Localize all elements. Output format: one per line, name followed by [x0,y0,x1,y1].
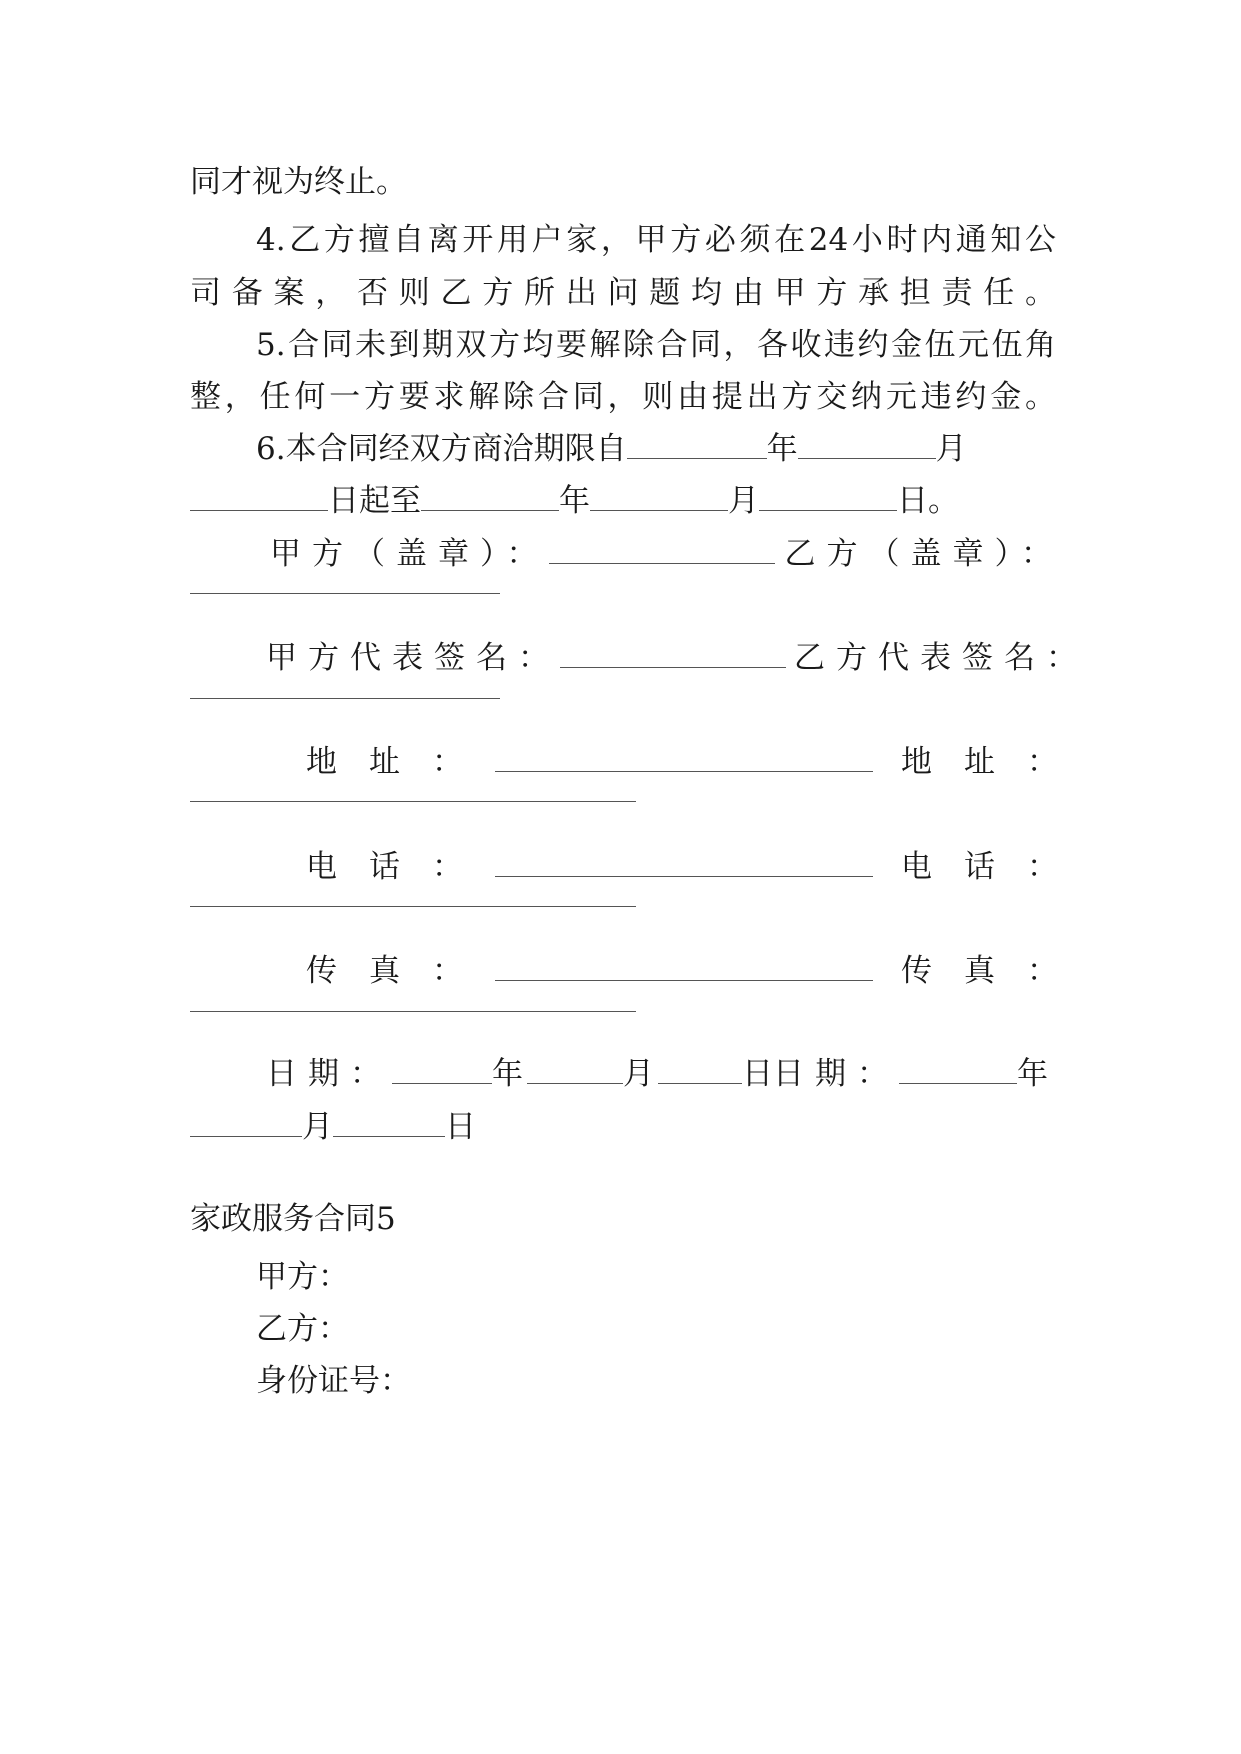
fax-label-a: 传真： [306,953,495,989]
party-b-rep-label: 乙方代表签名： [794,640,1088,676]
rep-line [266,636,1088,680]
start-year-blank [627,432,767,459]
fax-line [306,949,1090,993]
address-b-blank [190,801,636,802]
fax-a-blank [495,954,873,981]
date-a-year-blank [392,1057,492,1084]
date-a-month: 月 [623,1056,654,1092]
date-b-month-blank [190,1110,302,1137]
start-month-blank [798,432,936,459]
start-day-blank [190,484,328,511]
party-b-rep-blank [190,698,500,699]
clause-6-line-1 [190,427,1056,471]
party-a-seal-blank [549,537,775,564]
clause-6-lead: 6.本合同经双方商洽期限自 [256,431,627,467]
address-label-b: 地址： [901,744,1090,780]
party-a-seal-label: 甲方（盖章）： [270,536,549,572]
party-a-rep-label: 甲方代表签名： [266,640,560,676]
clause-6-day-from: 日起至 [328,483,421,519]
clause-4-line-2: 司备案，否则乙方所出问题均由甲方承担责任。 [190,275,1056,311]
date-b-year-blank [899,1057,1017,1084]
end-day-blank [759,484,897,511]
phone-a-blank [495,850,873,877]
date-b-day-blank [333,1110,445,1137]
clause-4-line-1: 4.乙方擅自离开用户家，甲方必须在24小时内通知公 [256,222,1056,258]
address-label-a: 地址： [306,744,495,780]
clause-6-month-2: 月 [728,483,759,519]
phone-label-b: 电话： [901,849,1090,885]
address-line [306,740,1090,784]
clause-end-line: 同才视为终止。 [190,164,407,200]
next-party-a: 甲方： [256,1259,349,1295]
date-b-month: 月 [302,1109,333,1145]
date-a-day-blank [658,1057,742,1084]
end-month-blank [590,484,728,511]
phone-label-a: 电话： [306,849,495,885]
date-a-day: 日 [742,1056,773,1092]
clause-6-line-2 [190,479,1056,523]
phone-b-blank [190,906,636,907]
date-label-a: 日期： [266,1056,392,1092]
date-label-b: 日期： [773,1056,899,1092]
end-year-blank [421,484,559,511]
clause-6-year: 年 [766,431,798,467]
phone-line [306,845,1090,889]
next-contract-title: 家政服务合同5 [190,1201,396,1237]
fax-label-b: 传真： [901,953,1090,989]
address-a-blank [495,745,873,772]
clause-5-line-1: 5.合同未到期双方均要解除合同，各收违约金伍元伍角 [256,327,1056,363]
party-a-rep-blank [560,641,786,668]
clause-6-month: 月 [935,431,967,467]
fax-b-blank [190,1011,636,1012]
clause-5-line-2: 整，任何一方要求解除合同，则由提出方交纳元违约金。 [190,379,1056,415]
party-b-seal-blank [190,593,500,594]
date-line-2 [190,1105,1056,1149]
date-a-month-blank [527,1057,623,1084]
date-a-year: 年 [492,1056,523,1092]
date-b-day: 日 [445,1109,476,1145]
next-party-b: 乙方： [256,1311,349,1347]
party-b-seal-label: 乙方（盖章）： [784,536,1063,572]
clause-6-day-end: 日。 [897,483,959,519]
date-b-year: 年 [1017,1056,1048,1092]
date-line [266,1052,1056,1096]
clause-6-year-2: 年 [559,483,590,519]
seal-line [270,532,1063,576]
next-id-number: 身份证号： [256,1363,411,1399]
